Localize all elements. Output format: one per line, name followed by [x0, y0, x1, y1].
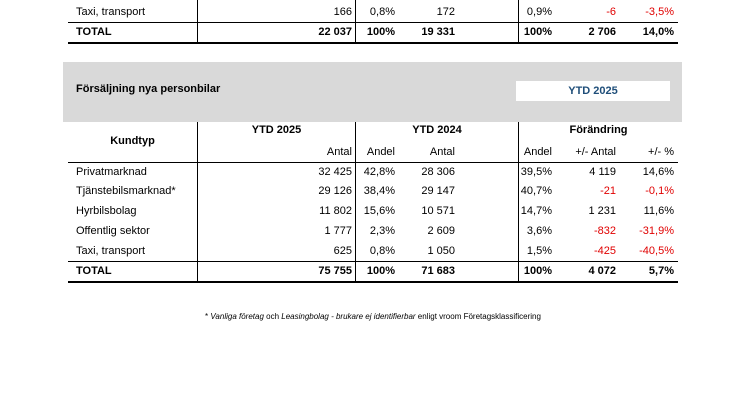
cell-diff-antal: -6 — [606, 6, 616, 18]
total-andel-2024: 100% — [523, 265, 552, 277]
footnote-italic-2: Leasingbolag - brukare ej identifierbar — [281, 312, 416, 321]
cell-antal-2025: 11 802 — [319, 205, 352, 217]
divider — [518, 122, 519, 281]
divider — [355, 0, 356, 42]
divider — [197, 122, 198, 281]
cell-andel-2024: 39,5% — [520, 166, 552, 178]
cell-andel-2025: 0,8% — [369, 6, 395, 18]
cell-diff-antal: 4 119 — [589, 166, 616, 178]
total-antal-2024: 71 683 — [421, 265, 455, 277]
total-label: TOTAL — [76, 26, 112, 38]
cell-antal-2025: 625 — [333, 245, 352, 257]
cell-diff-antal: 1 231 — [588, 205, 616, 217]
subheader-diff-antal: +/- Antal — [575, 146, 616, 158]
cell-diff-antal: -21 — [600, 185, 616, 197]
row-label: Privatmarknad — [76, 166, 147, 178]
divider — [518, 0, 519, 42]
cell-diff-pct: -3,5% — [645, 6, 674, 18]
total-antal-2025: 75 755 — [318, 265, 352, 277]
cell-antal-2025: 29 126 — [318, 185, 352, 197]
divider — [68, 281, 678, 283]
cell-antal-2024: 2 609 — [427, 225, 455, 237]
cell-andel-2025: 15,6% — [363, 205, 395, 217]
cell-andel-2025: 42,8% — [363, 166, 395, 178]
cell-diff-pct: -0,1% — [645, 185, 674, 197]
total-andel-2025: 100% — [366, 265, 395, 277]
total-row — [68, 262, 678, 281]
total-antal-2024: 19 331 — [421, 26, 455, 38]
divider — [355, 122, 356, 281]
cell-antal-2025: 166 — [333, 6, 352, 18]
subheader-andel-2025: Andel — [366, 146, 395, 158]
cell-andel-2025: 2,3% — [369, 225, 395, 237]
cell-diff-pct: -31,9% — [639, 225, 674, 237]
table-row — [68, 222, 678, 241]
subheader-andel-2024: Andel — [523, 146, 552, 158]
total-antal-2025: 22 037 — [318, 26, 352, 38]
table-row — [68, 242, 678, 261]
cell-diff-pct: 11,6% — [643, 205, 674, 217]
total-andel-2025: 100% — [366, 26, 395, 38]
divider — [197, 0, 198, 42]
total-diff-pct: 5,7% — [648, 265, 674, 277]
period-badge: YTD 2025 — [516, 81, 670, 101]
cell-andel-2025: 0,8% — [369, 245, 395, 257]
group-header-ytd2025: YTD 2025 — [251, 124, 302, 136]
table-row — [68, 182, 678, 201]
total-label: TOTAL — [76, 265, 112, 277]
table-row — [68, 163, 678, 182]
cell-antal-2024: 1 050 — [427, 245, 455, 257]
cell-antal-2024: 29 147 — [421, 185, 455, 197]
kundtyp-header: Kundtyp — [110, 135, 155, 147]
cell-andel-2024: 14,7% — [520, 205, 552, 217]
total-diff-pct: 14,0% — [642, 26, 674, 38]
top-table-total-row — [68, 23, 678, 42]
footnote-text-2: enligt vroom Företagsklassificering — [415, 312, 541, 321]
row-label: Offentlig sektor — [76, 225, 150, 237]
table-row — [68, 202, 678, 221]
subheader-row — [68, 143, 678, 162]
group-header-change: Förändring — [569, 124, 628, 136]
cell-antal-2025: 32 425 — [318, 166, 352, 178]
cell-andel-2024: 3,6% — [526, 225, 552, 237]
cell-diff-pct: -40,5% — [639, 245, 674, 257]
footnote-italic-1: Vanliga företag — [210, 312, 264, 321]
cell-diff-pct: 14,6% — [642, 166, 674, 178]
cell-diff-antal: -425 — [593, 245, 616, 257]
section-title: Försäljning nya personbilar — [76, 83, 221, 95]
total-andel-2024: 100% — [523, 26, 552, 38]
footnote-star: * — [205, 312, 211, 321]
subheader-antal-2024: Antal — [429, 146, 455, 158]
row-label: Taxi, transport — [76, 245, 146, 257]
row-label: Tjänstebilsmarknad* — [76, 185, 176, 197]
divider — [68, 42, 678, 44]
subheader-antal-2025: Antal — [326, 146, 352, 158]
row-label: Hyrbilsbolag — [76, 205, 137, 217]
row-label: Taxi, transport — [76, 6, 146, 18]
group-header-ytd2024: YTD 2024 — [412, 124, 462, 136]
subheader-diff-pct: +/- % — [648, 146, 674, 158]
cell-antal-2024: 28 306 — [421, 166, 455, 178]
cell-andel-2024: 40,7% — [520, 185, 552, 197]
cell-antal-2025: 1 777 — [324, 225, 352, 237]
cell-andel-2025: 38,4% — [363, 185, 395, 197]
cell-antal-2024: 172 — [436, 6, 455, 18]
footnote-text-1: och — [263, 312, 282, 321]
cell-andel-2024: 1,5% — [526, 245, 552, 257]
cell-andel-2024: 0,9% — [526, 6, 552, 18]
footnote — [0, 312, 746, 321]
cell-antal-2024: 10 571 — [421, 205, 455, 217]
total-diff-antal: 2 706 — [588, 26, 616, 38]
total-diff-antal: 4 072 — [588, 265, 616, 277]
top-table-row — [68, 3, 678, 22]
cell-diff-antal: -832 — [593, 225, 616, 237]
